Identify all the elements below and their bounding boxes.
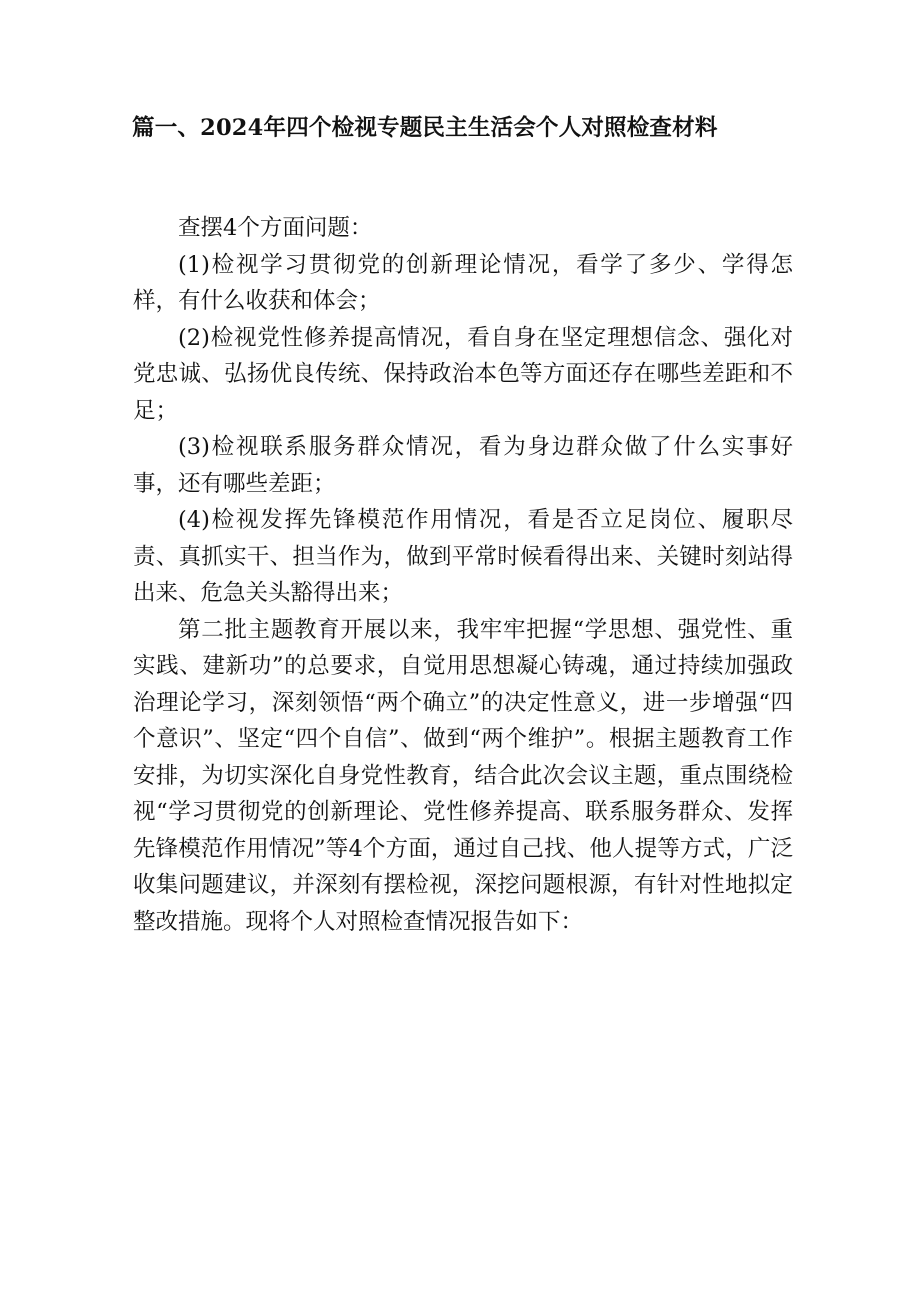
paragraph-summary: 第二批主题教育开展以来，我牢牢把握“学思想、强党性、重实践、建新功”的总要求，自觉用思想凝心铸魂，通过持续加强政治理论学习，深刻领悟“两个确立”的决定性意义，进一步增强“四个意识”、坚定“四个自信”、做到“两个维护”。根据主题教育工作安排，为切实深化自身党性教育，结合此次会议主题，重点围绕检视“学习贯彻党的创新理论、党性修养提高、联系服务群众、发挥先锋模范作用情况”等4个方面，通过自己找、他人提等方式，广泛收集问题建议，并深刻有摆检视，深挖问题根源，有针对性地拟定整改措施。现将个人对照检查情况报告如下： [133, 616, 793, 935]
paragraph-item-2: (2)检视党性修养提高情况，看自身在坚定理想信念、强化对党忠诚、弘扬优良传统、保持政治本色等方面还存在哪些差距和不足； [133, 324, 793, 424]
paragraph-item-3: (3)检视联系服务群众情况，看为身边群众做了什么实事好事，还有哪些差距； [133, 434, 793, 497]
document-body [133, 210, 793, 940]
document-title: 篇一、2024年四个检视专题民主生活会个人对照检查材料 [132, 115, 718, 141]
paragraph-item-4: (4)检视发挥先锋模范作用情况，看是否立足岗位、履职尽责、真抓实干、担当作为，做到平常时候看得出来、关键时刻站得出来、危急关头豁得出来； [133, 507, 793, 606]
paragraph-item-1: (1)检视学习贯彻党的创新理论情况，看学了多少、学得怎样，有什么收获和体会； [133, 251, 793, 314]
paragraph-intro: 查摆4个方面问题： [178, 215, 373, 241]
